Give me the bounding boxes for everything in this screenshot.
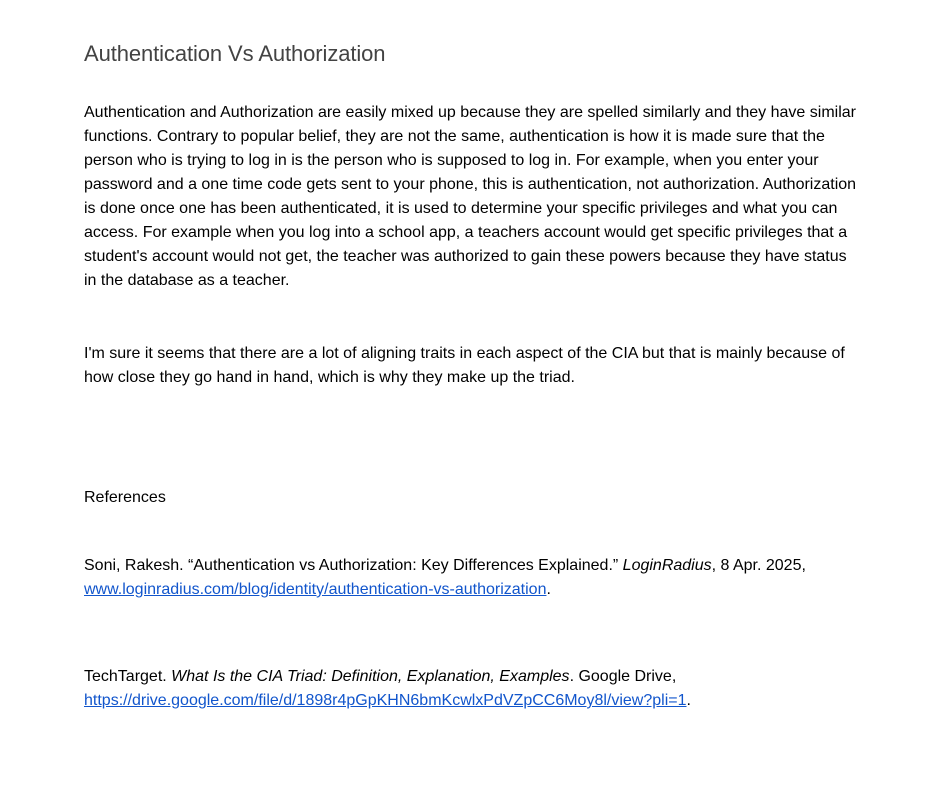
document-heading: Authentication Vs Authorization bbox=[84, 41, 386, 66]
reference-2-end: . bbox=[686, 692, 691, 709]
reference-1-authors: Soni, Rakesh. “Authentication vs Authorization: Key Differences Explained.” bbox=[84, 557, 623, 574]
reference-2-details: . Google Drive, bbox=[569, 668, 677, 685]
references-title: References bbox=[84, 489, 166, 506]
reference-1-details: , 8 Apr. 2025, bbox=[711, 557, 806, 574]
reference-1-source: LoginRadius bbox=[622, 557, 712, 574]
reference-2-title: What Is the CIA Triad: Definition, Explanation, Examples bbox=[171, 668, 570, 685]
body-paragraph-1: Authentication and Authorization are easily mixed up because they are spelled similarly and they have similar functions. Contrary to popular belief, they are not the same, authentication is how it is made sure that the person who is trying to log in is the person who is supposed to log in. For example, when you enter your password and a one time code gets sent to your phone, this is authentication, not authorization. Authorization is done once one has been authenticated, it is used to determine your specific privileges and what you can access. For example when you log into a school app, a teachers account would get specific privileges that a student's account would not get, the teacher was authorized to gain these powers because they have status in the database as a teacher. bbox=[84, 104, 857, 289]
body-paragraph-2: I'm sure it seems that there are a lot of aligning traits in each aspect of the CIA but that is mainly because of how close they go hand in hand, which is why they make up the triad. bbox=[84, 345, 845, 386]
reference-1-end: . bbox=[546, 581, 551, 598]
reference-item-2 bbox=[84, 665, 859, 713]
reference-2-authors: TechTarget. bbox=[84, 668, 172, 685]
reference-2-link[interactable]: https://drive.google.com/file/d/1898r4pGpKHN6bmKcwlxPdVZpCC6Moy8l/view?pli=1 bbox=[84, 692, 687, 709]
reference-1-link[interactable]: www.loginradius.com/blog/identity/authentication-vs-authorization bbox=[84, 581, 547, 598]
reference-item-1 bbox=[84, 554, 859, 602]
